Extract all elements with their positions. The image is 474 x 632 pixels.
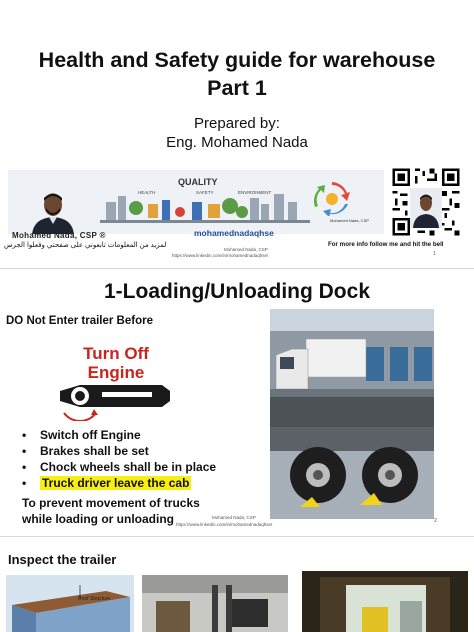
bullet-item: • Chock wheels shall be in place [22, 460, 217, 474]
slide-1-link[interactable]: https://www.linkedin.com/in/mohamednadaqhse/ [172, 253, 269, 258]
prepared-by-block [0, 114, 474, 152]
slide-2-page-number: 2 [434, 518, 437, 524]
car-key-icon [60, 385, 170, 421]
more-info-text: For more info follow me and hit the bell [328, 241, 444, 248]
title-line-1: Health and Safety guide for warehouse [38, 48, 436, 72]
prepared-by-label: Prepared by: [194, 115, 280, 132]
prevent-movement-text: To prevent movement of trucks while loading or unloading [22, 496, 200, 526]
slide-2-credit: Mohamed Nada, CSP [212, 515, 256, 520]
bullet-item: • Brakes shall be set [22, 444, 149, 458]
slide-2 [0, 268, 474, 536]
logo-health-text: HEALTH [138, 190, 156, 195]
slide-3-title: Inspect the trailer [8, 552, 117, 567]
slide-1-credit: Mohamed Nada, CSP [224, 247, 268, 252]
safety-bullet-list [22, 427, 216, 491]
slide-1 [0, 0, 474, 268]
sign-line-1: Turn Off [83, 344, 149, 363]
logo-safety-text: SAFETY [196, 190, 214, 195]
forklift-photo [142, 575, 288, 632]
arabic-follow-text: لمزيد من المعلومات تابعوني على صفحتي وفعلوا الجرس [4, 242, 167, 249]
logo-environment-text: ENVIRONMENT [238, 190, 272, 195]
truck-dock-photo [270, 309, 434, 519]
trailer-interior-photo [302, 571, 468, 632]
sign-line-2: Engine [87, 363, 145, 382]
recycle-icon [312, 182, 352, 216]
qr-author-photo [410, 188, 442, 228]
slide-1-page-number: 1 [433, 251, 436, 257]
title-line-2: Part 1 [207, 76, 267, 100]
slide-2-link[interactable]: https://www.linkedin.com/in/mohamednadaqhse/ [176, 522, 273, 527]
slide-3 [0, 536, 474, 632]
bullet-item-highlighted: • Truck driver leave the cab [22, 476, 190, 490]
banner-name-small: Mohamed Nada, CSP [330, 218, 369, 223]
qhse-logo [100, 174, 310, 232]
author-name: Eng. Mohamed Nada [166, 134, 308, 151]
trailer-roof-diagram [6, 575, 134, 632]
author-avatar [24, 188, 82, 234]
roof-structure-label: Roof Structure [78, 596, 111, 602]
slide-2-title: 1-Loading/Unloading Dock [104, 280, 370, 303]
bullet-item: • Switch off Engine [22, 428, 141, 442]
logo-quality-text: QUALITY [178, 177, 218, 187]
warning-text: DO Not Enter trailer Before [6, 315, 153, 327]
social-handle[interactable]: mohamednadaqhse [194, 228, 274, 238]
slide-1-title [0, 46, 474, 102]
name-tag: Mohamed Nada, CSP ® [12, 231, 106, 240]
turn-off-engine-sign [46, 341, 186, 421]
